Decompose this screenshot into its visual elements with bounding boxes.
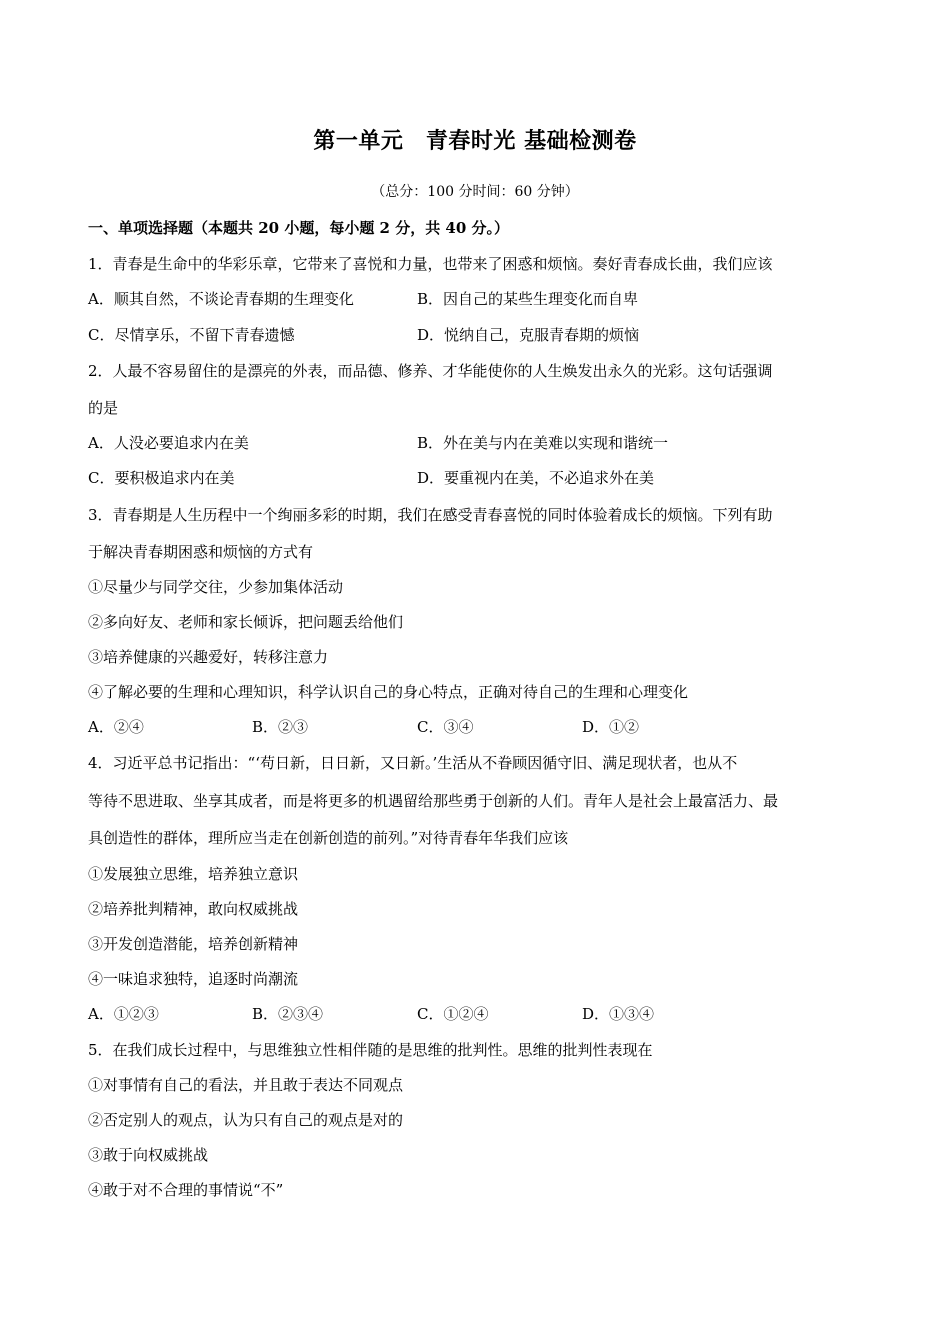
question-2-option-d: D．要重视内在美，不必追求外在美 [417, 469, 655, 487]
question-4-option-c: C．①②④ [417, 1005, 489, 1023]
question-1-option-a: A．顺其自然，不谈论青春期的生理变化 [88, 290, 354, 308]
question-2-stem-cont: 的是 [88, 399, 119, 417]
question-3-option-c: C．③④ [417, 718, 474, 736]
question-3-stem: 3．青春期是人生历程中一个绚丽多彩的时期，我们在感受青春喜悦的同时体验着成长的烦恼。下列有助 [88, 506, 773, 524]
question-2-option-a: A．人没必要追求内在美 [88, 434, 249, 452]
question-4-option-d: D．①③④ [582, 1005, 655, 1023]
question-1-stem: 1．青春是生命中的华彩乐章，它带来了喜悦和力量，也带来了困惑和烦恼。奏好青春成长曲，我们应该 [88, 255, 773, 273]
question-3-item-2: ②多向好友、老师和家长倾诉，把问题丢给他们 [88, 613, 404, 631]
question-4-stem-cont-1: 等待不思进取、坐享其成者，而是将更多的机遇留给那些勇于创新的人们。青年人是社会上最富活力、最 [88, 792, 779, 810]
question-4-option-b: B．②③④ [252, 1005, 324, 1023]
question-3-item-4: ④了解必要的生理和心理知识，科学认识自己的身心特点，正确对待自己的生理和心理变化 [88, 683, 689, 701]
question-3-stem-cont: 于解决青春期困惑和烦恼的方式有 [88, 543, 314, 561]
page-title: 第一单元 青春时光 基础检测卷 [313, 128, 637, 154]
question-3-option-b: B．②③ [252, 718, 309, 736]
question-3-option-d: D．①② [582, 718, 640, 736]
question-1-option-c: C．尽情享乐，不留下青春遗憾 [88, 326, 295, 344]
question-4-stem: 4．习近平总书记指出：“‘苟日新，日日新，又日新。’生活从不眷顾因循守旧、满足现状者，也从不 [88, 754, 738, 772]
question-4-item-4: ④一味追求独特，追逐时尚潮流 [88, 970, 299, 988]
question-2-option-c: C．要积极追求内在美 [88, 469, 235, 487]
question-5-item-1: ①对事情有自己的看法，并且敢于表达不同观点 [88, 1076, 404, 1094]
question-5-item-3: ③敢于向权威挑战 [88, 1146, 209, 1164]
question-2-option-b: B．外在美与内在美难以实现和谐统一 [417, 434, 669, 452]
question-1-option-b: B．因自己的某些生理变化而自卑 [417, 290, 639, 308]
question-4-item-2: ②培养批判精神，敢向权威挑战 [88, 900, 299, 918]
question-1-option-d: D．悦纳自己，克服青春期的烦恼 [417, 326, 640, 344]
question-4-stem-cont-2: 具创造性的群体，理所应当走在创新创造的前列。”对待青春年华我们应该 [88, 829, 569, 847]
question-5-stem: 5．在我们成长过程中，与思维独立性相伴随的是思维的批判性。思维的批判性表现在 [88, 1041, 653, 1059]
question-2-stem: 2．人最不容易留住的是漂亮的外表，而品德、修养、才华能使你的人生焕发出永久的光彩。这句话强调 [88, 362, 773, 380]
page-subtitle: （总分：100 分时间：60 分钟） [371, 184, 579, 200]
question-3-item-1: ①尽量少与同学交往，少参加集体活动 [88, 578, 344, 596]
section-heading: 一、单项选择题（本题共 20 小题，每小题 2 分，共 40 分。） [88, 219, 510, 237]
question-4-item-1: ①发展独立思维，培养独立意识 [88, 865, 299, 883]
question-5-item-4: ④敢于对不合理的事情说“不” [88, 1181, 284, 1199]
question-4-item-3: ③开发创造潜能，培养创新精神 [88, 935, 299, 953]
question-3-option-a: A．②④ [88, 718, 144, 736]
question-3-item-3: ③培养健康的兴趣爱好，转移注意力 [88, 648, 329, 666]
question-4-option-a: A．①②③ [88, 1005, 159, 1023]
question-5-item-2: ②否定别人的观点，认为只有自己的观点是对的 [88, 1111, 404, 1129]
